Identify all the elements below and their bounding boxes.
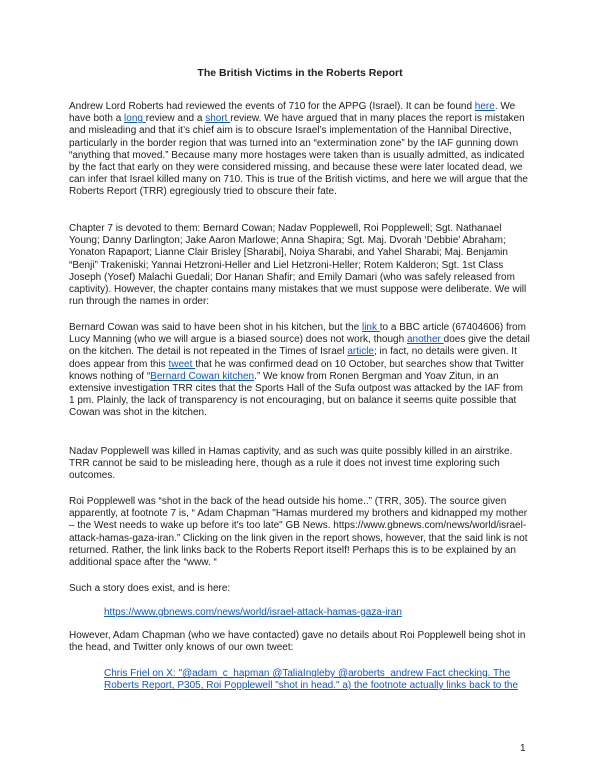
link-gbnews[interactable]: https://www.gbnews.com/news/world/israel-attack-hamas-gaza-iran [104,607,402,618]
p3-text-5: that he was confirmed dead on 10 October, but searches show that Twitter knows nothing of “ [69,358,525,382]
paragraph-chapter-7: Chapter 7 is devoted to them: Bernard Cowan; Nadav Popplewell, Roi Popplewell; Sgt. Nathanael Young; Danny Darlington; Jake Aaron Marlowe; Anna Shapira; Sgt. Maj. Dvorah ‘Debbie’ Abraham; Yonaton Rapaport; Lianne Clair Brisley [Sharabi], Noiya Sharabi, and Yahel Sharabi; Maj. Benjamin “Benji” Trakeniski; Yannai Hetzroni-Heller and Liel Hetzroni-Heller; Rotem Kalderon; Sgt. 1st Class Joseph (Yosef) Malachi Guedali; Dor Hanan Shafir; and Emily Damari (who was safely released from captivity). However, the chapter contains many mistakes that we must suppose were deliberate. We will run through the names in order: [69,223,527,308]
p3-text-6: .” We know from Ronen Bergman and Yoav Zitun, in an extensive investigation TRR cites that the Sports Hall of the Sufa outpost was attacked by the IAF from 1 pm. Plainly, the lack of transparency is not encouraging, but on balance it seems quite possible that Cowan was shot in the kitchen. [69,370,523,419]
link-chris-friel-tweet[interactable]: Chris Friel on X: "@adam_c_hapman @TaliaIngleby @aroberts_andrew Fact checking. The Roberts Report, P305, Roi Popplewell "shot in head." a) the footnote actually links back to the [104,668,519,692]
paragraph-story-exists: Such a story does exist, and is here: [69,583,231,594]
p1-text-3: review and a [145,113,206,125]
link-short-review[interactable]: short [205,113,231,125]
link-here[interactable]: here [474,101,495,112]
gbnews-link [104,607,524,619]
link-another[interactable]: another [406,334,444,346]
p3-text-3: does give the detail on the kitchen. The detail is not repeated in the Times of Israel [69,334,530,358]
page-number: 1 [520,743,526,754]
document-title: The British Victims in the Roberts Report [197,67,403,79]
paragraph-adam-chapman: However, Adam Chapman (who we have contacted) gave no details about Roi Popplewell being shot in the head, and Twitter only knows of our own tweet: [69,630,526,654]
tweet-link [104,668,524,692]
paragraph-nadav-popplewell: Nadav Popplewell was killed in Hamas captivity, and as such was quite possibly killed in an airstrike. TRR cannot be said to be misleading here, though as a rule it does not invest time exploring such outcomes. [69,446,513,482]
link-bbc-article[interactable]: link [361,322,380,333]
link-long-review[interactable]: long [124,113,146,125]
link-times-of-israel-article[interactable]: article [347,346,374,358]
p1-text-1: Andrew Lord Roberts had reviewed the events of 710 for the APPG (Israel). It can be found [69,101,475,112]
p3-text-4: ; in fact, no details were given. It does appear from this [69,346,517,370]
p3-text-1: Bernard Cowan was said to have been shot in his kitchen, but the [69,322,362,333]
paragraph-intro [69,101,531,199]
p3-text-2: to a BBC article (67404606) from Lucy Manning (who we will argue is a biased source) does not work, though [69,322,526,346]
p1-text-2: . We have both a [69,101,516,125]
p1-text-4: review. We have argued that in many places the report is mistaken and misleading and that it’s chief aim is to obscure Israel’s implementation of the Hannibal Directive, particularly in the border region that was turned into an “extermination zone” by the IAF gunning down “anything that moved.” Because many more hostages were taken than is usually admitted, as indicated by the fact that early on they were considered missing, and because these were later located dead, we can infer that Israel killed many on 710. This is true of the British victims, and here we will argue that the Roberts Report (TRR) egregiously tried to obscure their fate. [69,113,528,198]
paragraph-roi-popplewell: Roi Popplewell was “shot in the back of the head outside his home..” (TRR, 305). The source given apparently, at footnote 7 is, “ Adam Chapman "Hamas murdered my brothers and kidnapped my mother – the West needs to wake up before it's too late" GB News. https://www.gbnews.com/news/world/israel-attack-hamas-gaza-iran.” Clicking on the link given in the report shows, however, that the said link is not returned. Rather, the link links back to the Roberts Report itself! Perhaps this is to be explained by an additional space after the “www. “ [69,496,528,569]
link-bernard-cowan-kitchen[interactable]: Bernard Cowan kitchen [150,370,255,382]
link-tweet[interactable]: tweet [168,358,196,370]
paragraph-bernard-cowan [69,322,531,420]
